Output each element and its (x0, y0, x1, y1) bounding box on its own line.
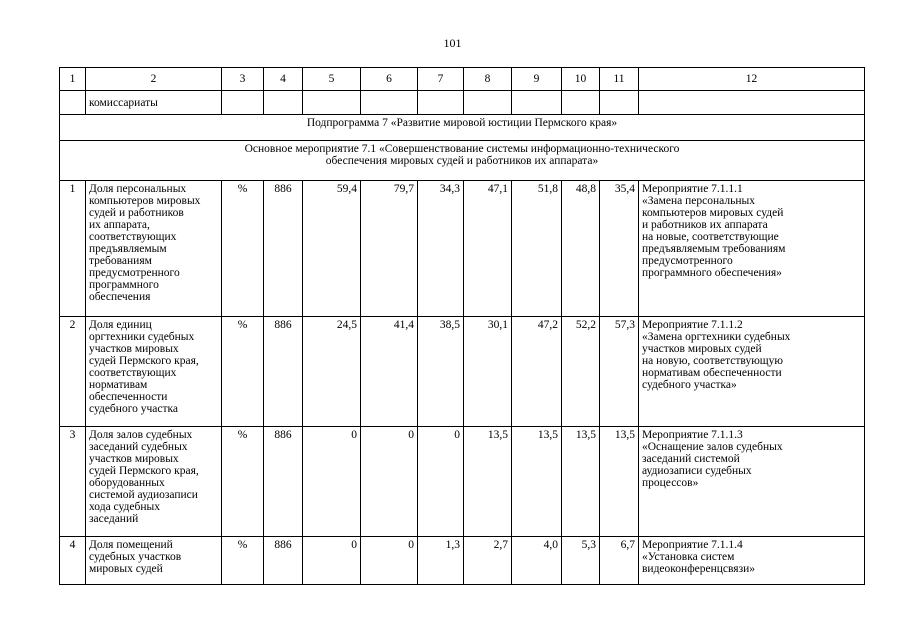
unit-cell: % (222, 537, 264, 585)
header-cell: 8 (464, 68, 512, 91)
empty-cell (222, 91, 264, 115)
value-cell: 59,4 (303, 181, 361, 317)
value-cell: 0 (418, 427, 464, 537)
event-description-line: «Замена персональных (642, 195, 755, 207)
value-cell: 48,8 (562, 181, 600, 317)
event-description-line: и работников их аппарата (642, 219, 768, 231)
indicator-name-line: соответствующих (89, 231, 177, 243)
header-cell: 9 (512, 68, 562, 91)
value-cell: 13,5 (562, 427, 600, 537)
value-cell: 6,7 (600, 537, 639, 585)
indicator-name-line: судей Пермского края, (89, 355, 199, 367)
empty-cell (562, 91, 600, 115)
value-cell: 24,5 (303, 317, 361, 427)
value-cell: 79,7 (361, 181, 418, 317)
indicator-name-line: участков мировых (89, 343, 179, 355)
event-description (639, 427, 865, 537)
code-cell: 886 (264, 317, 303, 427)
indicator-name-line: Доля помещений (89, 539, 173, 551)
empty-cell (303, 91, 361, 115)
row-number: 4 (60, 537, 86, 585)
table-row (60, 317, 865, 427)
value-cell: 0 (303, 537, 361, 585)
code-cell: 886 (264, 537, 303, 585)
header-cell: 5 (303, 68, 361, 91)
value-cell: 34,3 (418, 181, 464, 317)
event-description-line: компьютеров мировых судей (642, 207, 784, 219)
empty-cell (60, 91, 86, 115)
main-event-title (60, 141, 865, 181)
header-cell: 1 (60, 68, 86, 91)
empty-cell (264, 91, 303, 115)
indicators-table (59, 67, 865, 585)
value-cell: 13,5 (464, 427, 512, 537)
indicator-name (86, 537, 222, 585)
indicator-name-line: оборудованных (89, 477, 165, 489)
event-description-line: Мероприятие 7.1.1.4 (642, 539, 743, 551)
event-description-line: на новые, соответствующие (642, 231, 779, 243)
subprogram-title: Подпрограмма 7 «Развитие мировой юстиции Пермского края» (60, 115, 865, 141)
indicator-name (86, 317, 222, 427)
indicator-name-line: заседаний судебных (89, 441, 188, 453)
table-row (60, 427, 865, 537)
value-cell: 35,4 (600, 181, 639, 317)
event-description (639, 537, 865, 585)
header-cell: 7 (418, 68, 464, 91)
value-cell: 47,1 (464, 181, 512, 317)
value-cell: 38,5 (418, 317, 464, 427)
value-cell: 2,7 (464, 537, 512, 585)
header-cell: 12 (639, 68, 865, 91)
subprogram-row (60, 115, 865, 141)
indicator-name-line: Доля персональных (89, 183, 187, 195)
event-description-line: предусмотренного (642, 255, 733, 267)
indicator-name-line: системой аудиозаписи (89, 489, 198, 501)
empty-cell (600, 91, 639, 115)
indicator-name-line: заседаний (89, 513, 139, 525)
indicator-name-line: судебного участка (89, 403, 179, 415)
event-description-line: нормативам обеспеченности (642, 367, 782, 379)
value-cell: 0 (303, 427, 361, 537)
event-description-line: «Оснащение залов судебных (642, 441, 783, 453)
value-cell: 13,5 (512, 427, 562, 537)
indicator-name-line: судей и работников (89, 207, 184, 219)
event-description-line: программного обеспечения» (642, 267, 782, 279)
indicator-name-line: предусмотренного (89, 267, 180, 279)
empty-cell (639, 91, 865, 115)
main-event-line: Основное мероприятие 7.1 «Совершенствование системы информационно-технического (244, 143, 680, 155)
event-description-line: процессов» (642, 477, 699, 489)
event-description-line: заседаний системой (642, 453, 740, 465)
main-event-line: обеспечения мировых судей и работников их аппарата» (325, 155, 599, 167)
value-cell: 41,4 (361, 317, 418, 427)
row-number: 3 (60, 427, 86, 537)
empty-cell (361, 91, 418, 115)
event-description-line: Мероприятие 7.1.1.3 (642, 429, 743, 441)
continuation-row (60, 91, 865, 115)
value-cell: 5,3 (562, 537, 600, 585)
indicator-name-line: предъявляемым (89, 243, 167, 255)
row-number: 1 (60, 181, 86, 317)
value-cell: 0 (361, 537, 418, 585)
value-cell: 57,3 (600, 317, 639, 427)
unit-cell: % (222, 317, 264, 427)
continuation-text: комиссариаты (86, 91, 222, 115)
indicator-name-line: программного (89, 279, 159, 291)
value-cell: 52,2 (562, 317, 600, 427)
header-cell: 2 (86, 68, 222, 91)
event-description-line: судебного участка» (642, 379, 737, 391)
indicator-name-line: хода судебных (89, 501, 160, 513)
indicator-name-line: участков мировых (89, 453, 179, 465)
empty-cell (464, 91, 512, 115)
indicator-name-line: оргтехники судебных (89, 331, 195, 343)
value-cell: 4,0 (512, 537, 562, 585)
main-event-row (60, 141, 865, 181)
empty-cell (512, 91, 562, 115)
indicator-name-line: требованиям (89, 255, 152, 267)
indicator-name-line: обеспечения (89, 291, 151, 303)
row-number: 2 (60, 317, 86, 427)
unit-cell: % (222, 181, 264, 317)
value-cell: 47,2 (512, 317, 562, 427)
event-description-line: «Установка систем (642, 551, 735, 563)
indicator-name-line: судебных участков (89, 551, 182, 563)
header-cell: 11 (600, 68, 639, 91)
event-description-line: аудиозаписи судебных (642, 465, 752, 477)
event-description (639, 181, 865, 317)
empty-cell (418, 91, 464, 115)
event-description-line: участков мировых судей (642, 343, 762, 355)
indicator-name-line: соответствующих (89, 367, 177, 379)
header-cell: 10 (562, 68, 600, 91)
value-cell: 13,5 (600, 427, 639, 537)
indicator-name-line: нормативам (89, 379, 148, 391)
value-cell: 0 (361, 427, 418, 537)
code-cell: 886 (264, 427, 303, 537)
event-description-line: «Замена оргтехники судебных (642, 331, 791, 343)
event-description-line: видеоконференцсвязи» (642, 563, 756, 575)
indicator-name-line: обеспеченности (89, 391, 168, 403)
event-description-line: Мероприятие 7.1.1.1 (642, 183, 743, 195)
indicator-name-line: Доля единиц (89, 319, 152, 331)
header-cell: 3 (222, 68, 264, 91)
header-cell: 6 (361, 68, 418, 91)
event-description-line: на новую, соответствующую (642, 355, 783, 367)
event-description-line: Мероприятие 7.1.1.2 (642, 319, 743, 331)
unit-cell: % (222, 427, 264, 537)
indicator-name-line: компьютеров мировых (89, 195, 201, 207)
value-cell: 30,1 (464, 317, 512, 427)
indicator-name-line: их аппарата, (89, 219, 150, 231)
indicator-name-line: судей Пермского края, (89, 465, 199, 477)
indicator-name (86, 427, 222, 537)
code-cell: 886 (264, 181, 303, 317)
header-row (60, 68, 865, 91)
table-row (60, 181, 865, 317)
indicator-name (86, 181, 222, 317)
value-cell: 51,8 (512, 181, 562, 317)
event-description (639, 317, 865, 427)
value-cell: 1,3 (418, 537, 464, 585)
indicator-name-line: Доля залов судебных (89, 429, 193, 441)
table-row (60, 537, 865, 585)
event-description-line: предъявляемым требованиям (642, 243, 786, 255)
indicator-name-line: мировых судей (89, 563, 163, 575)
header-cell: 4 (264, 68, 303, 91)
page-number: 101 (443, 36, 462, 50)
